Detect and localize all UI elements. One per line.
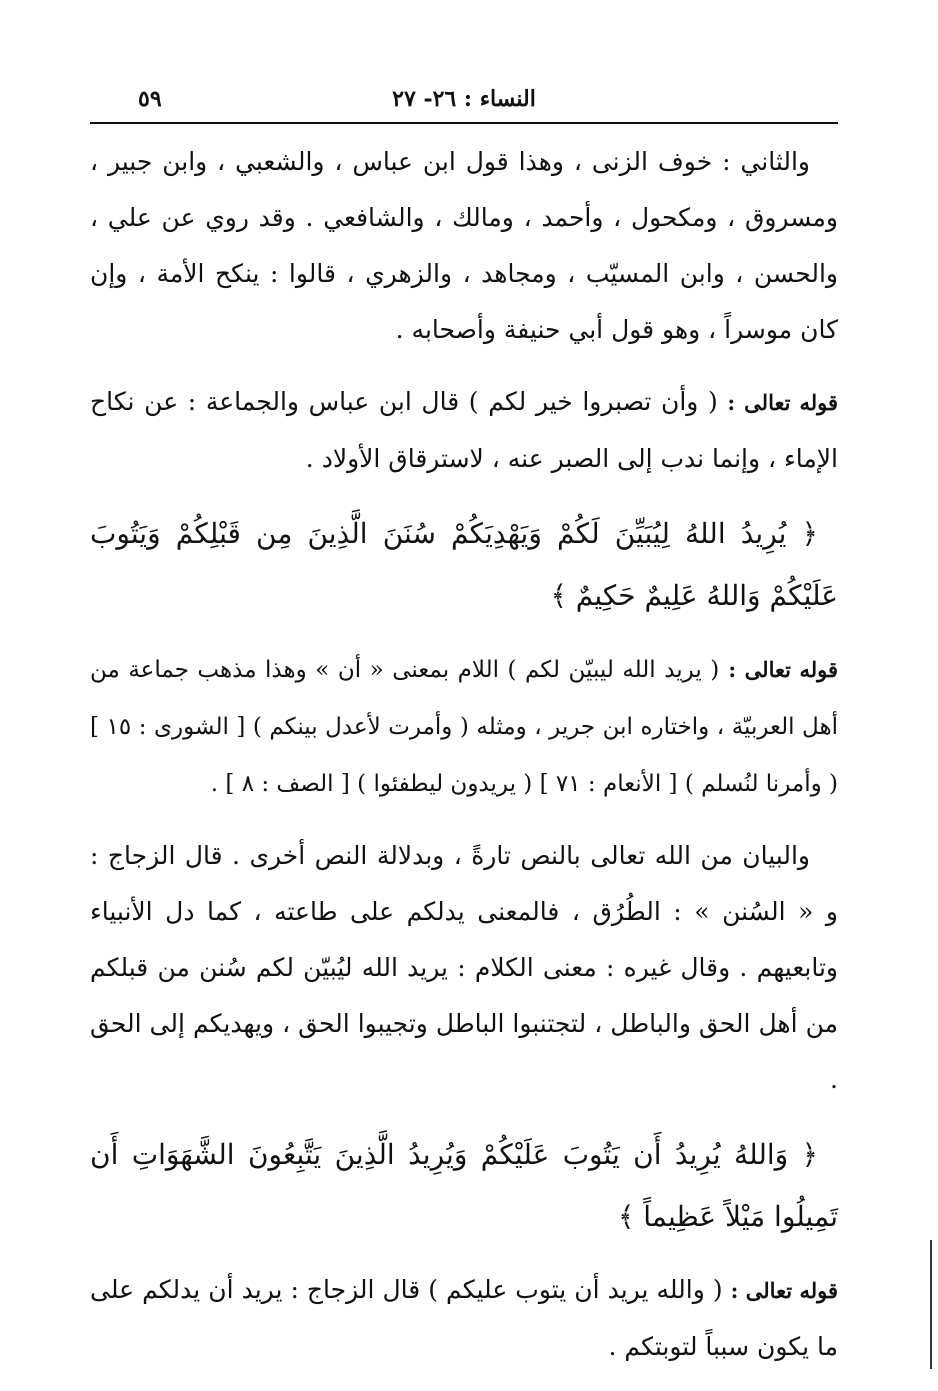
quran-verse-1: ﴿ يُرِيدُ اللهُ لِيُبَيِّنَ لَكُمْ وَيَهْدِيَكُمْ سُنَنَ الَّذِينَ مِن قَبْلِكُمْ وَيَتُوبَ عَلَيْكُمْ وَاللهُ عَلِيمٌ حَكِيمٌ ﴾: [90, 517, 838, 612]
paragraph-2: [90, 374, 838, 487]
paragraph-4: والبيان من الله تعالى بالنص تارةً ، وبدلالة النص أخرى . قال الزجاج : و « السُنن » : الطُرُق ، فالمعنى يدلكم على طاعته ، كما دل الأنبياء وتابعيهم . وقال غيره : معنى الكلام : يريد الله ليُبيّن لكم سُنن من قبلكم من أهل الحق والباطل ، لتجتنبوا الباطل وتجيبوا الحق ، ويهديكم إلى الحق .: [90, 841, 838, 1094]
quran-verse-2: ﴿ وَاللهُ يُرِيدُ أَن يَتُوبَ عَلَيْكُمْ وَيُرِيدُ الَّذِينَ يَتَّبِعُونَ الشَّهَوَاتِ أَن تَمِيلُوا مَيْلاً عَظِيماً ﴾: [90, 1138, 838, 1233]
paragraph-2-lead: قوله تعالى :: [727, 390, 838, 415]
paragraph-3-text: ( يريد الله ليبيّن لكم ) اللام بمعنى « أن » وهذا مذهب جماعة من أهل العربيّة ، واختاره ابن جرير ، ومثله ( وأمرت لأعدل بينكم ) [ الشورى : ١٥ ] ( وأمرنا لنُسلم ) [ الأنعام : ٧١ ] ( يريدون ليطفئوا ) [ الصف : ٨ ] .: [90, 657, 838, 797]
paragraph-5-lead: قوله تعالى :: [730, 1278, 838, 1303]
paragraph-3: [90, 641, 838, 812]
paragraph-3-lead: قوله تعالى :: [728, 657, 838, 682]
paragraph-5: [90, 1262, 838, 1375]
paragraph-1: والثاني : خوف الزنى ، وهذا قول ابن عباس ، والشعبي ، وابن جبير ، ومسروق ، ومكحول ، وأحمد ، ومالك ، والشافعي . وقد روي عن علي ، والحسن ، وابن المسيّب ، ومجاهد ، والزهري ، قالوا : ينكح الأمة ، وإن كان موسراً ، وهو قول أبي حنيفة وأصحابه .: [90, 147, 838, 344]
paragraph-5-text: ( والله يريد أن يتوب عليكم ) قال الزجاج : يريد أن يدلكم على ما يكون سبباً لتوبتكم .: [90, 1275, 838, 1361]
page-edge-mark: [930, 1240, 932, 1369]
page-number: ٥٩: [138, 86, 162, 112]
header-rule: [90, 122, 838, 124]
page-header: [90, 78, 838, 118]
page-body: [90, 134, 838, 1391]
paragraph-2-text: ( وأن تصبروا خير لكم ) قال ابن عباس والجماعة : عن نكاح الإماء ، وإنما ندب إلى الصبر عنه ، لاسترقاق الأولاد .: [90, 387, 838, 473]
running-head: النساء : ٢٦- ٢٧: [392, 86, 536, 112]
